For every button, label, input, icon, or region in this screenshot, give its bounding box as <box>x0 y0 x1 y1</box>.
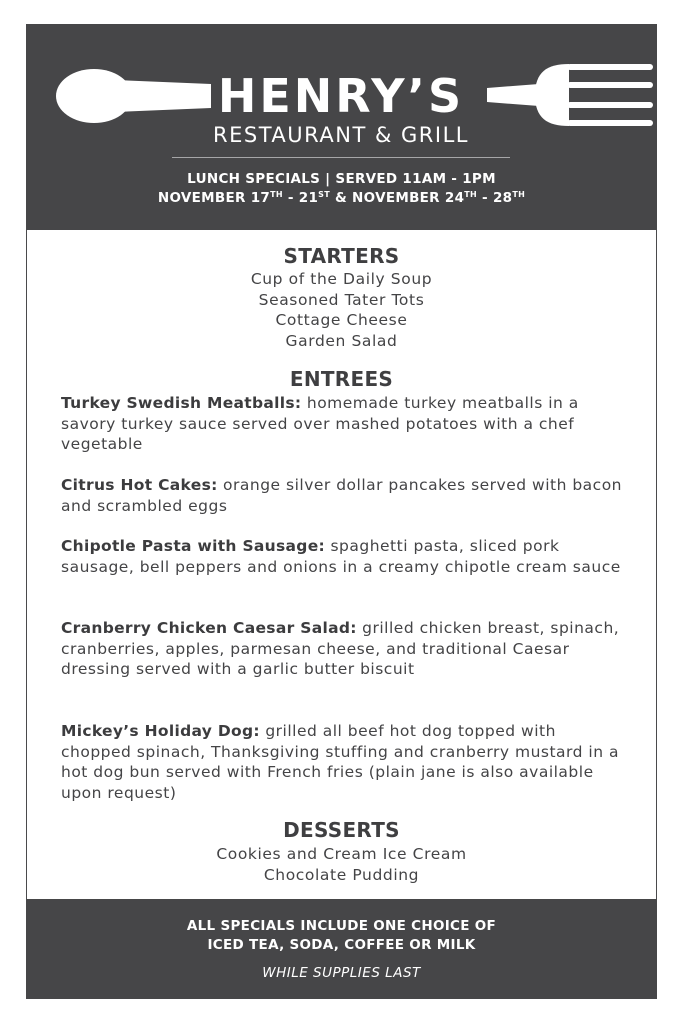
brand-subtitle: RESTAURANT & GRILL <box>213 123 469 147</box>
starter-item: Cottage Cheese <box>275 311 408 330</box>
menu-footer <box>26 899 657 999</box>
service-hours: LUNCH SPECIALS | SERVED 11AM - 1PM <box>187 171 496 187</box>
footer-line-2: ICED TEA, SODA, COFFEE OR MILK <box>207 937 476 953</box>
menu-header <box>26 24 657 230</box>
header-divider <box>172 157 510 158</box>
desserts-title: DESSERTS <box>283 818 400 842</box>
entree-item <box>61 475 631 516</box>
entree-name: Chipotle Pasta with Sausage: <box>61 537 326 555</box>
entrees-title: ENTREES <box>289 367 394 391</box>
starter-item: Garden Salad <box>285 331 398 350</box>
entree-item <box>61 536 631 577</box>
entree-description: grilled all beef hot dog topped with chopped spinach, Thanksgiving stuffing and cranberry mustard in a hot dog bun served with French fries (plain jane is also available upon request) <box>61 722 619 802</box>
dessert-item: Chocolate Pudding <box>263 865 420 884</box>
entree-name: Citrus Hot Cakes: <box>61 476 218 494</box>
entree-description: spaghetti pasta, sliced pork sausage, bell peppers and onions in a creamy chipotle cream sauce <box>61 537 621 576</box>
entree-description: homemade turkey meatballs in a savory turkey sauce served over mashed potatoes with a chef vegetable <box>61 394 579 454</box>
starters-title: STARTERS <box>283 244 400 268</box>
brand-name: HENRY’S <box>217 69 465 123</box>
entree-item <box>61 393 631 455</box>
entree-name: Cranberry Chicken Caesar Salad: <box>61 619 357 637</box>
footer-line-1: ALL SPECIALS INCLUDE ONE CHOICE OF <box>186 918 497 934</box>
entree-name: Turkey Swedish Meatballs: <box>61 394 302 412</box>
dessert-item: Cookies and Cream Ice Cream <box>216 845 467 863</box>
entree-item <box>61 721 631 803</box>
footer-note: WHILE SUPPLIES LAST <box>262 965 421 981</box>
desserts-list <box>26 844 657 885</box>
entree-description: orange silver dollar pancakes served with bacon and scrambled eggs <box>61 476 623 515</box>
starters-list <box>26 269 657 351</box>
starter-item: Cup of the Daily Soup <box>250 270 433 288</box>
menu-content <box>26 230 657 900</box>
entree-item <box>61 618 631 680</box>
entree-description: grilled chicken breast, spinach, cranberries, apples, parmesan cheese, and traditional Caesar dressing served with a garlic butter biscuit <box>61 619 620 679</box>
service-dates: NOVEMBER 17TH - 21ST & NOVEMBER 24TH - 28TH <box>157 190 526 206</box>
starter-item: Seasoned Tater Tots <box>258 290 425 309</box>
fork-icon <box>487 62 657 128</box>
entree-name: Mickey’s Holiday Dog: <box>61 722 260 740</box>
